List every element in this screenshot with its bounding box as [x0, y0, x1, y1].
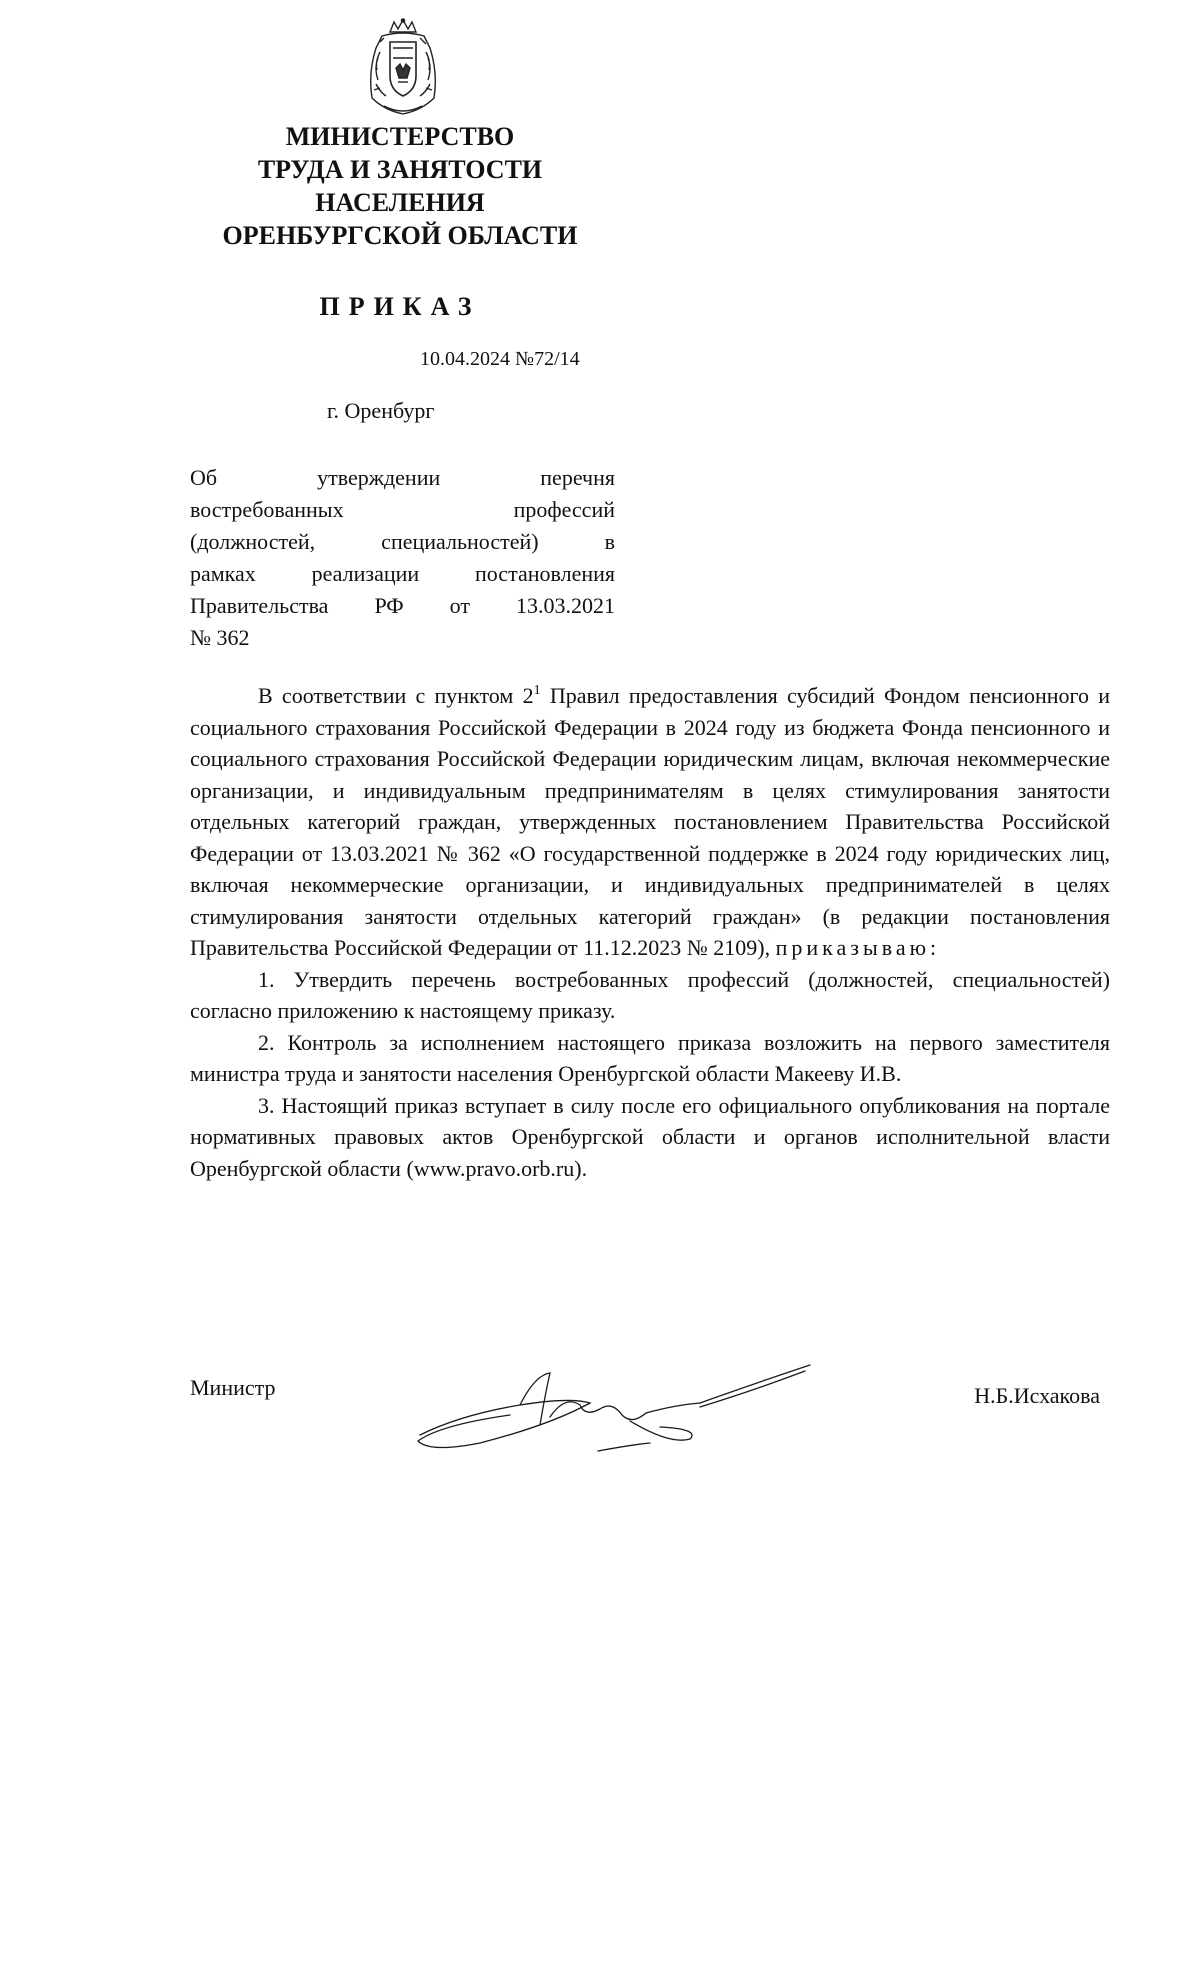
preamble-text: В соответствии с пунктом 2 — [258, 683, 534, 708]
preamble-text: Правил предоставления субсидий Фондом пенсионного и социального страхования Российской Федерации в 2024 году из бюджета Фонда пенсионного и социального страхования Российской Федерации юридическим лицам, включая некоммерческие организации, и индивидуальным предпринимателям в целях стимулирования занятости отдельных категорий граждан, утвержденных постановлением Правительства Российской Федерации от 13.03.2021 № 362 «О государственной поддержке в 2024 году юридических лиц, включая некоммерческие организации, и индивидуальных предпринимателей в целях стимулирования занятости отдельных категорий граждан» (в редакции постановления Правительства Российской Федерации от 11.12.2023 № 2109), — [190, 683, 1110, 960]
ministry-line: ОРЕНБУРГСКОЙ ОБЛАСТИ — [222, 221, 578, 250]
preamble-paragraph — [190, 680, 1110, 964]
order-item: 1. Утвердить перечень востребованных профессий (должностей, специальностей) согласно приложению к настоящему приказу. — [190, 966, 1110, 1023]
subject-line: № 362 — [190, 625, 250, 650]
footnote-superscript: 1 — [533, 683, 541, 698]
handwritten-signature-icon — [400, 1355, 820, 1465]
order-item: 3. Настоящий приказ вступает в силу после его официального опубликования на портале нормативных правовых актов Оренбургской области и органов исполнительной власти Оренбургской области (www.pravo.orb.ru). — [190, 1092, 1110, 1181]
signature-block — [190, 1375, 1100, 1465]
signer-name: Н.Б.Исхакова — [974, 1383, 1100, 1408]
subject-line: рамках реализации постановления — [190, 561, 615, 586]
ministry-line: НАСЕЛЕНИЯ — [315, 188, 485, 217]
subject-line: (должностей, специальностей) в — [190, 529, 615, 554]
ministry-name — [150, 120, 650, 252]
order-subject — [190, 462, 615, 654]
order-directive: приказываю: — [775, 935, 941, 960]
subject-line: востребованных профессий — [190, 497, 615, 522]
coat-of-arms-icon — [360, 18, 446, 118]
signer-title: Министр — [190, 1375, 276, 1400]
order-date-number: 10.04.2024 №72/14 — [420, 348, 580, 370]
order-item: 2. Контроль за исполнением настоящего приказа возложить на первого заместителя министра труда и занятости населения Оренбургской области Макееву И.В. — [190, 1029, 1110, 1086]
order-body — [190, 680, 1110, 1184]
document-type-title: ПРИКАЗ — [319, 292, 481, 321]
order-city: г. Оренбург — [327, 398, 435, 423]
ministry-line: ТРУДА И ЗАНЯТОСТИ — [257, 155, 543, 184]
subject-line: Об утверждении перечня — [190, 465, 615, 490]
subject-line: Правительства РФ от 13.03.2021 — [190, 593, 615, 618]
ministry-line: МИНИСТЕРСТВО — [285, 122, 515, 151]
